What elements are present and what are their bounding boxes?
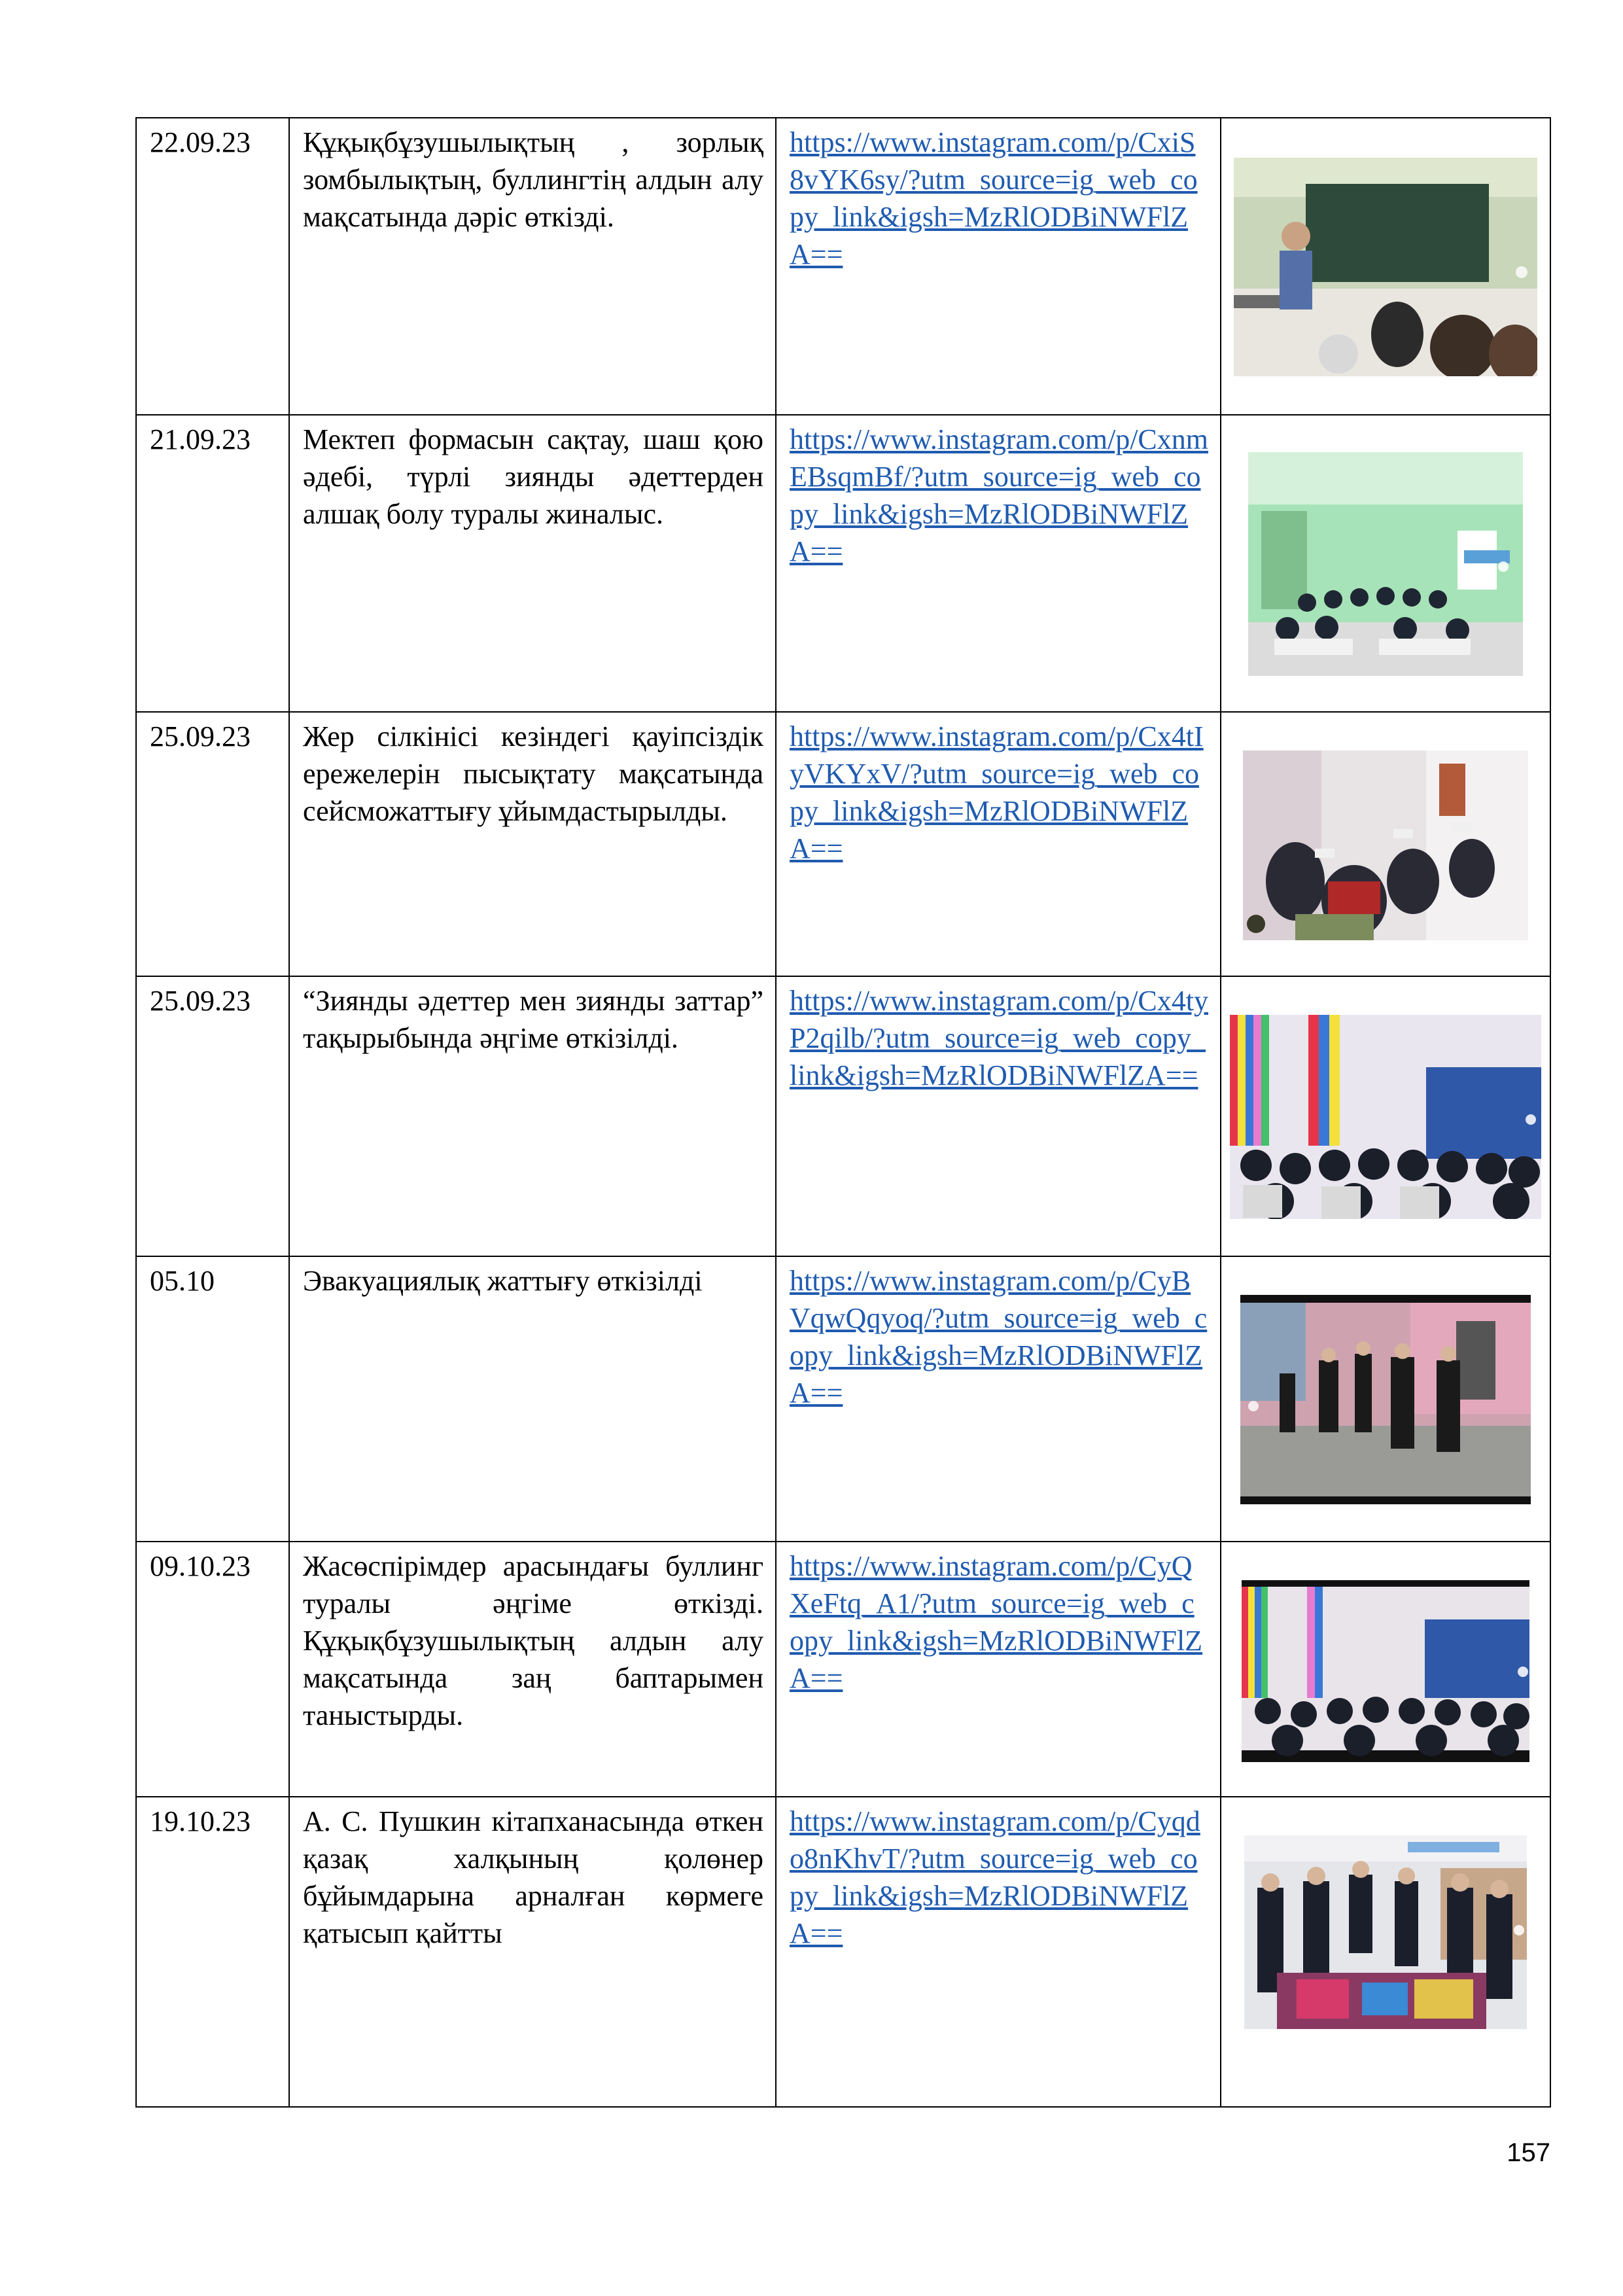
instagram-link[interactable]: https://www.instagram.com/p/CyQXeFtq_A1/?utm_source=ig_web_copy_link&igsh=MzRlODBiNWFlZA== xyxy=(790,1550,1203,1694)
instagram-link[interactable]: https://www.instagram.com/p/Cx4tIyVKYxV/?utm_source=ig_web_copy_link&igsh=MzRlODBiNWFlZA== xyxy=(790,720,1204,864)
event-description: Құқықбұзушылықтың , зорлық зомбылықтың, буллингтің алдын алу мақсатында дәріс өткізді. xyxy=(289,118,776,415)
table-row xyxy=(136,1797,1550,2107)
table-row xyxy=(136,1256,1550,1542)
event-description: Жер сілкінісі кезіндегі қауіпсіздік ережелерін пысықтату мақсатында сейсможаттығу ұйымдастырылды. xyxy=(289,712,776,976)
event-date: 19.10.23 xyxy=(136,1797,289,2107)
table-row xyxy=(136,976,1550,1256)
evacuation-drill-photo xyxy=(1240,1295,1531,1504)
event-date: 09.10.23 xyxy=(136,1542,289,1797)
event-date: 22.09.23 xyxy=(136,118,289,415)
instagram-link[interactable]: https://www.instagram.com/p/CyBVqwQqyoq/?utm_source=ig_web_copy_link&igsh=MzRlODBiNWFlZA== xyxy=(790,1265,1208,1409)
page-number: 157 xyxy=(1507,2138,1550,2167)
hall-talk-photo xyxy=(1230,1015,1541,1219)
table-row xyxy=(136,712,1550,976)
table-row xyxy=(136,118,1550,415)
library-exhibition-photo xyxy=(1244,1835,1527,2029)
event-date: 25.09.23 xyxy=(136,712,289,976)
table-row xyxy=(136,1542,1550,1797)
event-date: 21.09.23 xyxy=(136,415,289,712)
classroom-meeting-photo xyxy=(1248,452,1523,676)
event-description: А. С. Пушкин кітапханасында өткен қазақ халқының қолөнер бұйымдарына арналған көрмеге қатысып қайтты xyxy=(289,1797,776,2107)
event-description: Мектеп формасын сақтау, шаш қою әдебі, түрлі зиянды әдеттерден алшақ болу туралы жиналыс. xyxy=(289,415,776,712)
earthquake-drill-photo xyxy=(1243,751,1528,940)
instagram-link[interactable]: https://www.instagram.com/p/CxiS8vYK6sy/?utm_source=ig_web_copy_link&igsh=MzRlODBiNWFlZA== xyxy=(790,126,1198,270)
table-row xyxy=(136,415,1550,712)
event-description: Эвакуациялық жаттығу өткізілді xyxy=(289,1256,776,1542)
event-date: 25.09.23 xyxy=(136,976,289,1256)
bullying-talk-photo xyxy=(1242,1580,1529,1762)
event-date: 05.10 xyxy=(136,1256,289,1542)
instagram-link[interactable]: https://www.instagram.com/p/CxnmEBsqmBf/?utm_source=ig_web_copy_link&igsh=MzRlODBiNWFlZA== xyxy=(790,423,1208,567)
instagram-link[interactable]: https://www.instagram.com/p/Cx4tyP2qilb/?utm_source=ig_web_copy_link&igsh=MzRlODBiNWFlZA== xyxy=(790,985,1208,1091)
events-table xyxy=(135,117,1551,2108)
event-description: “Зиянды әдеттер мен зиянды заттар” тақырыбында әңгіме өткізілді. xyxy=(289,976,776,1256)
event-description: Жасөспірімдер арасындағы буллинг туралы әңгіме өткізді. Құқықбұзушылықтың алдын алу мақсатында заң баптарымен таныстырды. xyxy=(289,1542,776,1797)
classroom-lecture-photo xyxy=(1234,158,1537,376)
instagram-link[interactable]: https://www.instagram.com/p/Cyqdo8nKhvT/?utm_source=ig_web_copy_link&igsh=MzRlODBiNWFlZA== xyxy=(790,1805,1200,1949)
